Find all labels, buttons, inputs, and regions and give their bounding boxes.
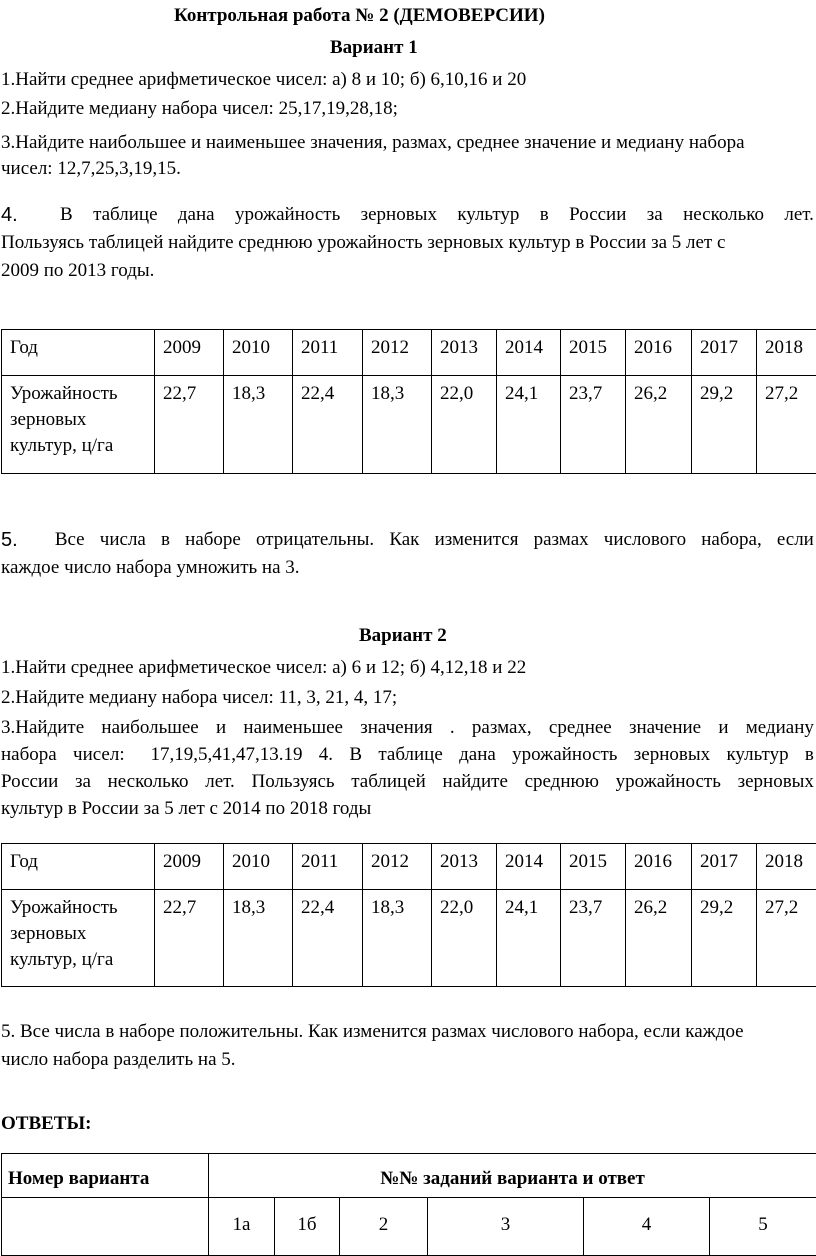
year-cell: 2013 <box>432 330 497 376</box>
text-word: несколько <box>108 770 189 794</box>
text-word: несколько <box>683 203 764 227</box>
text-word: медиану <box>746 716 814 740</box>
text-word: за <box>75 770 91 794</box>
yield-label: Урожайность зерновых культур, ц/га <box>2 890 155 987</box>
text-word: наборе <box>185 528 241 552</box>
year-cell: 2014 <box>497 844 561 890</box>
text-word: размах, <box>472 716 532 740</box>
table-header-row <box>2 844 816 890</box>
text-word: урожайность <box>616 770 721 794</box>
text-word: 17,19,5,41,47,13.19 <box>141 743 303 767</box>
year-cell: 2014 <box>497 330 561 376</box>
text-word: зерновых <box>738 770 814 794</box>
text-word: 3.Найдите <box>1 716 84 740</box>
year-cell: 2012 <box>363 330 432 376</box>
year-cell: 2017 <box>692 330 757 376</box>
task-number-cell: 1б <box>275 1198 340 1256</box>
year-cell: 2011 <box>293 844 363 890</box>
text-word: среднюю <box>525 770 599 794</box>
text-word: значения <box>360 716 432 740</box>
year-label: Год <box>2 330 155 376</box>
answers-header-row <box>2 1154 816 1198</box>
table-header-row <box>2 330 816 376</box>
v2-task-3-line4: культур в России за 5 лет с 2014 по 2018 годы <box>1 797 371 821</box>
year-label: Год <box>2 844 155 890</box>
text-word: наименьшее <box>243 716 343 740</box>
task-number-cell: 1а <box>209 1198 275 1256</box>
yield-cell: 18,3 <box>224 376 293 474</box>
task-number-cell: 5 <box>710 1198 816 1256</box>
year-cell: 2018 <box>757 844 816 890</box>
v1-task-4-line1 <box>1 203 814 227</box>
yield-cell: 29,2 <box>692 890 757 987</box>
yield-cell: 18,3 <box>363 376 432 474</box>
yield-table-1 <box>1 329 816 474</box>
year-cell: 2012 <box>363 844 432 890</box>
text-word: России <box>569 203 626 227</box>
yield-cell: 18,3 <box>224 890 293 987</box>
yield-cell: 22,7 <box>155 376 224 474</box>
v1-task-2: 2.Найдите медиану набора чисел: 25,17,19,28,18; <box>1 97 398 121</box>
text-word: таблице <box>93 203 157 227</box>
yield-cell: 23,7 <box>561 890 626 987</box>
text-word: числа <box>100 528 146 552</box>
text-word: Пользуясь <box>251 770 334 794</box>
text-word: зерновых <box>634 743 710 767</box>
yield-cell: 23,7 <box>561 376 626 474</box>
text-word: дана <box>178 203 215 227</box>
variant-1-heading: Вариант 1 <box>330 36 418 60</box>
text-word: зерновых <box>361 203 437 227</box>
year-cell: 2016 <box>626 330 692 376</box>
v1-task-3-line2: чисел: 12,7,25,3,19,15. <box>1 157 181 181</box>
yield-cell: 29,2 <box>692 376 757 474</box>
text-word: за <box>647 203 663 227</box>
year-cell: 2018 <box>757 330 816 376</box>
v2-task-5-line2: число набора разделить на 5. <box>1 1048 236 1072</box>
v1-task-4-line3: 2009 по 2013 годы. <box>1 259 154 283</box>
text-word: урожайность <box>512 743 617 767</box>
table-row <box>2 890 816 987</box>
yield-cell: 24,1 <box>497 376 561 474</box>
yield-table-2 <box>1 843 816 987</box>
yield-cell: 22,7 <box>155 890 224 987</box>
v2-task-2: 2.Найдите медиану набора чисел: 11, 3, 21, 4, 17; <box>1 686 397 710</box>
yield-cell: 18,3 <box>363 890 432 987</box>
task-number-cell: 2 <box>340 1198 428 1256</box>
text-word: урожайность <box>235 203 340 227</box>
task-number-cell: 4 <box>584 1198 710 1256</box>
answers-heading: ОТВЕТЫ: <box>1 1112 91 1136</box>
year-cell: 2015 <box>561 330 626 376</box>
text-word: 4. <box>319 743 333 767</box>
year-cell: 2011 <box>293 330 363 376</box>
v2-task-3-line2 <box>1 743 814 767</box>
text-word: наибольшее <box>101 716 198 740</box>
text-word: отрицательны. <box>256 528 374 552</box>
v2-task-3-line3 <box>1 770 814 794</box>
year-cell: 2010 <box>224 330 293 376</box>
text-word: если <box>777 528 814 552</box>
text-word: числового <box>604 528 686 552</box>
year-cell: 2010 <box>224 844 293 890</box>
answers-subheader-row <box>2 1198 816 1256</box>
yield-cell: 26,2 <box>626 890 692 987</box>
text-word: В <box>60 203 73 227</box>
text-word: Все <box>55 528 85 552</box>
v1-task-1: 1.Найти среднее арифметическое чисел: а) 8 и 10; б) 6,10,16 и 20 <box>1 68 526 92</box>
year-cell: 2017 <box>692 844 757 890</box>
year-cell: 2013 <box>432 844 497 890</box>
text-word: дана <box>459 743 496 767</box>
text-word: таблицей <box>351 770 426 794</box>
year-cell: 2016 <box>626 844 692 890</box>
text-word: . <box>450 716 455 740</box>
yield-cell: 27,2 <box>757 376 816 474</box>
variant-2-heading: Вариант 2 <box>359 624 447 648</box>
doc-title: Контрольная работа № 2 (ДЕМОВЕРСИИ) <box>174 4 545 28</box>
text-word: России <box>1 770 58 794</box>
task-number-cell: 3 <box>428 1198 584 1256</box>
v1-task-5-number: 5. <box>1 528 18 552</box>
tasks-answers-header: №№ заданий варианта и ответ <box>209 1154 816 1198</box>
v2-task-3-line1 <box>1 716 814 740</box>
v1-task-5-line2: каждое число набора умножить на 3. <box>1 556 300 580</box>
text-word: таблице <box>378 743 442 767</box>
v2-task-1: 1.Найти среднее арифметическое чисел: а) 6 и 12; б) 4,12,18 и 22 <box>1 656 526 680</box>
text-word: изменится <box>435 528 519 552</box>
text-word: культур <box>457 203 519 227</box>
text-word: лет. <box>784 203 814 227</box>
v1-task-3-line1: 3.Найдите наибольшее и наименьшее значения, размах, среднее значение и медиану набора <box>1 131 745 155</box>
yield-cell: 22,4 <box>293 890 363 987</box>
text-word: и <box>216 716 226 740</box>
yield-label: Урожайность зерновых культур, ц/га <box>2 376 155 474</box>
text-word: размах <box>534 528 589 552</box>
text-word: среднее <box>549 716 612 740</box>
text-word: чисел: <box>73 743 125 767</box>
text-word: лет. <box>205 770 235 794</box>
variant-number-header: Номер варианта <box>2 1154 209 1198</box>
text-word: найдите <box>443 770 508 794</box>
table-row <box>2 376 816 474</box>
text-word: и <box>718 716 728 740</box>
v1-task-5-line1 <box>1 528 814 552</box>
text-word: набора <box>1 743 57 767</box>
yield-cell: 22,4 <box>293 376 363 474</box>
yield-cell: 26,2 <box>626 376 692 474</box>
text-word: в <box>540 203 549 227</box>
text-word: набора, <box>701 528 761 552</box>
v1-task-4-line2: Пользуясь таблицей найдите среднюю урожайность зерновых культур в России за 5 лет с <box>1 231 725 255</box>
text-word: в <box>161 528 170 552</box>
year-cell: 2009 <box>155 330 224 376</box>
yield-cell: 22,0 <box>432 376 497 474</box>
v1-task-4-number: 4. <box>1 203 18 227</box>
year-cell: 2009 <box>155 844 224 890</box>
text-word: Как <box>389 528 419 552</box>
yield-cell: 22,0 <box>432 890 497 987</box>
yield-cell: 27,2 <box>757 890 816 987</box>
text-word: В <box>349 743 362 767</box>
empty-cell <box>2 1198 209 1256</box>
yield-cell: 24,1 <box>497 890 561 987</box>
text-word: в <box>805 743 814 767</box>
text-word: культур <box>726 743 788 767</box>
text-word: значение <box>629 716 701 740</box>
answers-table <box>1 1153 816 1256</box>
v2-task-5-line1: 5. Все числа в наборе положительны. Как изменится размах числового набора, если каждое <box>1 1020 744 1044</box>
year-cell: 2015 <box>561 844 626 890</box>
